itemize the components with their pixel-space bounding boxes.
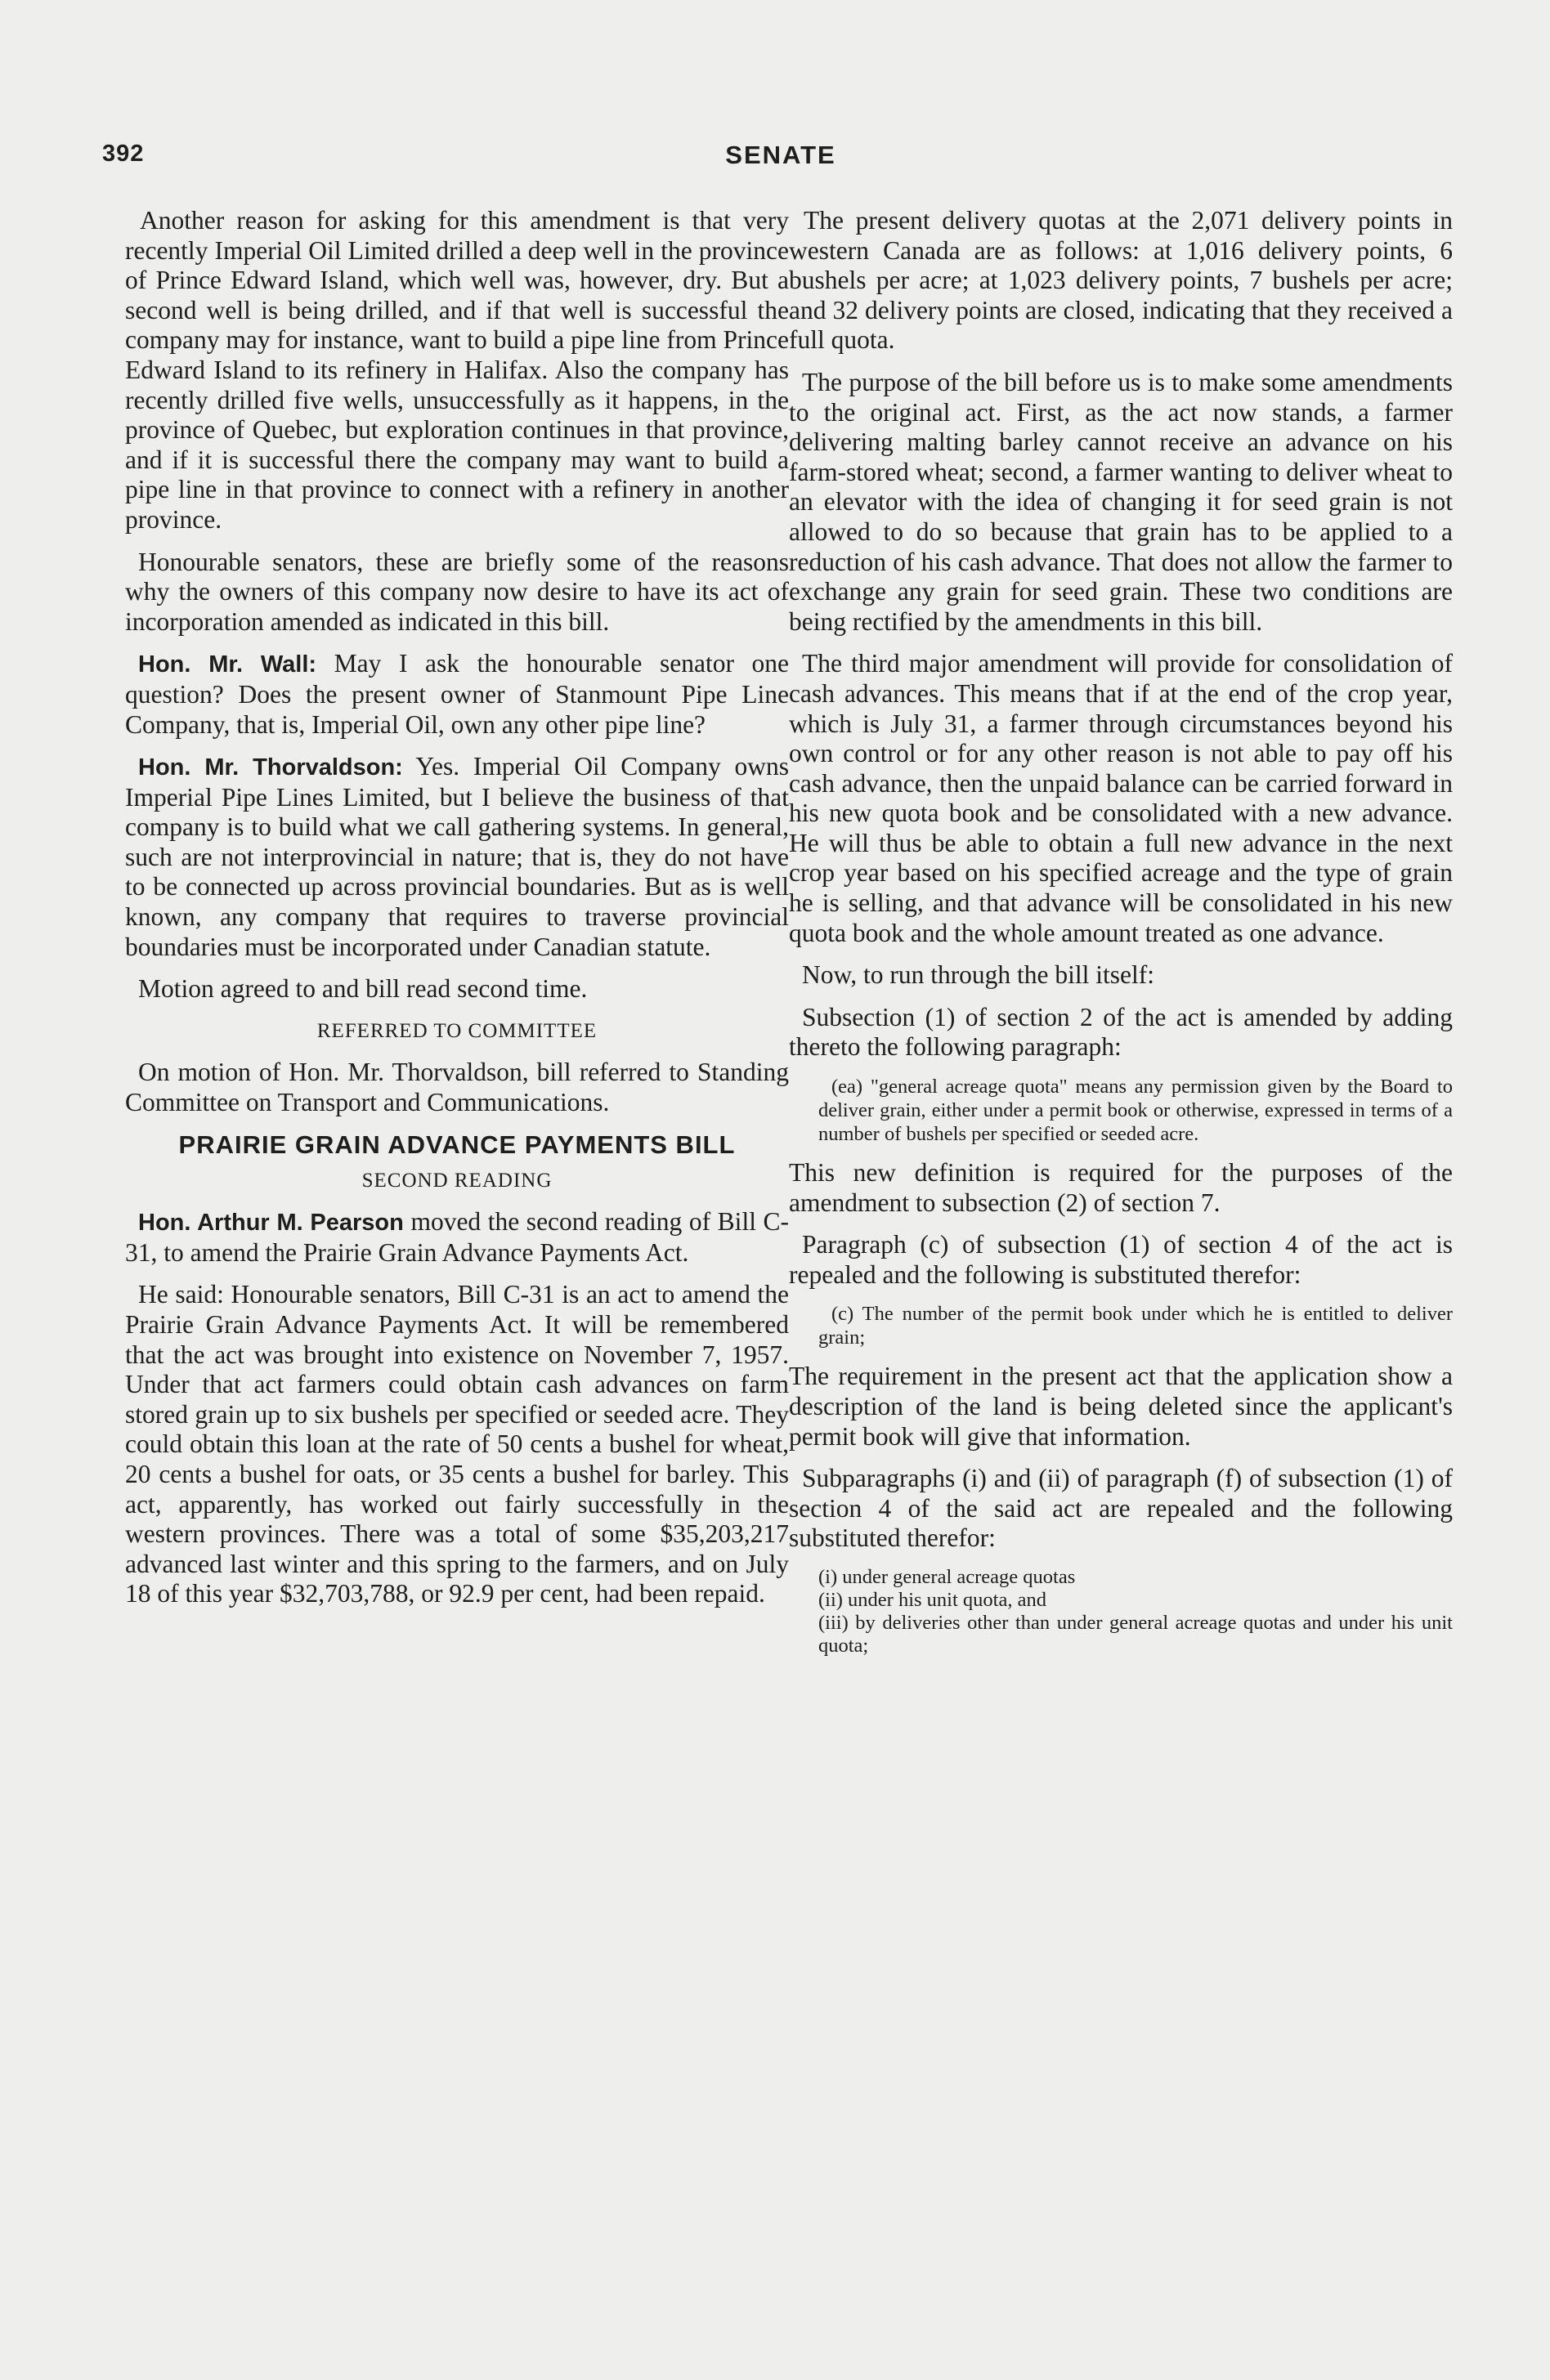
- quoted-clause: (ea) "general acreage quota" means any permission given by the Board to deliver grain, either under a permit book or otherwise, expressed in terms of a number of bushels per specified or seeded acre.: [818, 1076, 1453, 1146]
- right-column: [789, 206, 1453, 1658]
- speech-pearson: [125, 1207, 789, 1268]
- section-subheading: SECOND READING: [361, 1169, 553, 1192]
- paragraph: Subparagraphs (i) and (ii) of paragraph (f) of subsection (1) of section 4 of the said act are repealed and the following substituted therefor:: [789, 1464, 1453, 1553]
- paragraph: Honourable senators, these are briefly some of the reasons why the owners of this company now desire to have its act of incorporation amended as indicated in this bill.: [125, 547, 789, 636]
- speaker-name: Hon. Arthur M. Pearson: [138, 1210, 404, 1237]
- list-item: (i) under general acreage quotas: [818, 1565, 1076, 1588]
- paragraph: The present delivery quotas at the 2,071 delivery points in western Canada are as follows: at 1,016 delivery points, 6 bushels per acre; at 1,023 delivery points, 7 bushels per acre; and 32 delivery points are closed, indicating that they received a full quota.: [789, 206, 1453, 355]
- speech-thorvaldson: [125, 752, 789, 962]
- list-item: (iii) by deliveries other than under general acreage quotas and under his unit quota;: [818, 1611, 1453, 1657]
- bill-title: PRAIRIE GRAIN ADVANCE PAYMENTS BILL: [178, 1130, 736, 1159]
- speech-wall: [125, 649, 789, 740]
- motion-text: Motion agreed to and bill read second time.: [138, 974, 588, 1004]
- running-head: SENATE: [725, 141, 836, 169]
- paragraph: He said: Honourable senators, Bill C-31 is an act to amend the Prairie Grain Advance Payments Act. It will be remembered that the act was brought into existence on November 7, 1957. Under that act farmers could obtain cash advances on farm stored grain up to six bushels per specified or seeded acre. They could obtain this loan at the rate of 50 cents a bushel for wheat, 20 cents a bushel for oats, or 35 cents a bushel for barley. This act, apparently, has worked out fairly successfully in the western provinces. There was a total of some $35,203,217 advanced last winter and this spring to the farmers, and on July 18 of this year $32,703,788, or 92.9 per cent, had been repaid.: [125, 1280, 789, 1608]
- list-item: (ii) under his unit quota, and: [818, 1588, 1046, 1611]
- speaker-name: Hon. Mr. Thorvaldson:: [138, 754, 403, 781]
- speaker-name: Hon. Mr. Wall:: [138, 651, 317, 678]
- speech-text: moved the second reading of Bill C-31, to amend the Prairie Grain Advance Payments Act.: [125, 1207, 790, 1267]
- speech-text: May I ask the honourable senator one question? Does the present owner of Stanmount Pipe Line Company, that is, Imperial Oil, own any other pipe line?: [125, 649, 790, 739]
- left-column: [125, 206, 789, 1622]
- paragraph: Subsection (1) of section 2 of the act is amended by adding thereto the following paragraph:: [789, 1002, 1453, 1062]
- paragraph: Now, to run through the bill itself:: [802, 960, 1155, 990]
- section-subheading: REFERRED TO COMMITTEE: [316, 1019, 598, 1042]
- paragraph: Paragraph (c) of subsection (1) of section 4 of the act is repealed and the following is substituted therefor:: [789, 1230, 1453, 1289]
- speech-text: Yes. Imperial Oil Company owns Imperial Pipe Lines Limited, but I believe the business of that company is to build what we call gathering systems. In general, such are not interprovincial in nature; that is, they do not have to be connected up across provincial boundaries. But as is well known, any company that requires to traverse provincial boundaries must be incorporated under Canadian statute.: [125, 752, 789, 961]
- quoted-clause: (c) The number of the permit book under which he is entitled to deliver grain;: [818, 1303, 1453, 1349]
- paragraph: The purpose of the bill before us is to make some amendments to the original act. First, as the act now stands, a farmer delivering malting barley cannot receive an advance on his farm-stored wheat; second, a farmer wanting to deliver wheat to an elevator with the idea of changing it for seed grain is not allowed to do so because that grain has to be applied to a reduction of his cash advance. That does not allow the farmer to exchange any grain for seed grain. These two conditions are being rectified by the amendments in this bill.: [789, 367, 1453, 636]
- paragraph: This new definition is required for the purposes of the amendment to subsection (2) of section 7.: [789, 1158, 1453, 1217]
- paragraph: The requirement in the present act that the application show a description of the land is being deleted since the applicant's permit book will give that information.: [789, 1362, 1453, 1451]
- paragraph: The third major amendment will provide for consolidation of cash advances. This means that if at the end of the crop year, which is July 31, a farmer through circumstances beyond his own control or for any other reason is not able to pay off his cash advance, then the unpaid balance can be carried forward in his new quota book and be consolidated with a new advance. He will thus be able to obtain a full new advance in the next crop year based on his specified acreage and the type of grain he is selling, and that advance will be consolidated in his new quota book and the whole amount treated as one advance.: [789, 649, 1453, 947]
- quoted-subparagraph-list: [789, 1566, 1453, 1658]
- page-header: [102, 141, 1459, 181]
- page-number: 392: [102, 141, 145, 167]
- paragraph: On motion of Hon. Mr. Thorvaldson, bill referred to Standing Committee on Transport and Communications.: [125, 1058, 789, 1117]
- paragraph: Another reason for asking for this amendment is that very recently Imperial Oil Limited drilled a deep well in the province of Prince Edward Island, which well was, however, dry. But a second well is being drilled, and if that well is successful the company may for instance, want to build a pipe line from Prince Edward Island to its refinery in Halifax. Also the company has recently drilled five wells, unsuccessfully as it happens, in the province of Quebec, but exploration continues in that province, and if it is successful there the company may want to build a pipe line in that province to connect with a refinery in another province.: [125, 206, 789, 534]
